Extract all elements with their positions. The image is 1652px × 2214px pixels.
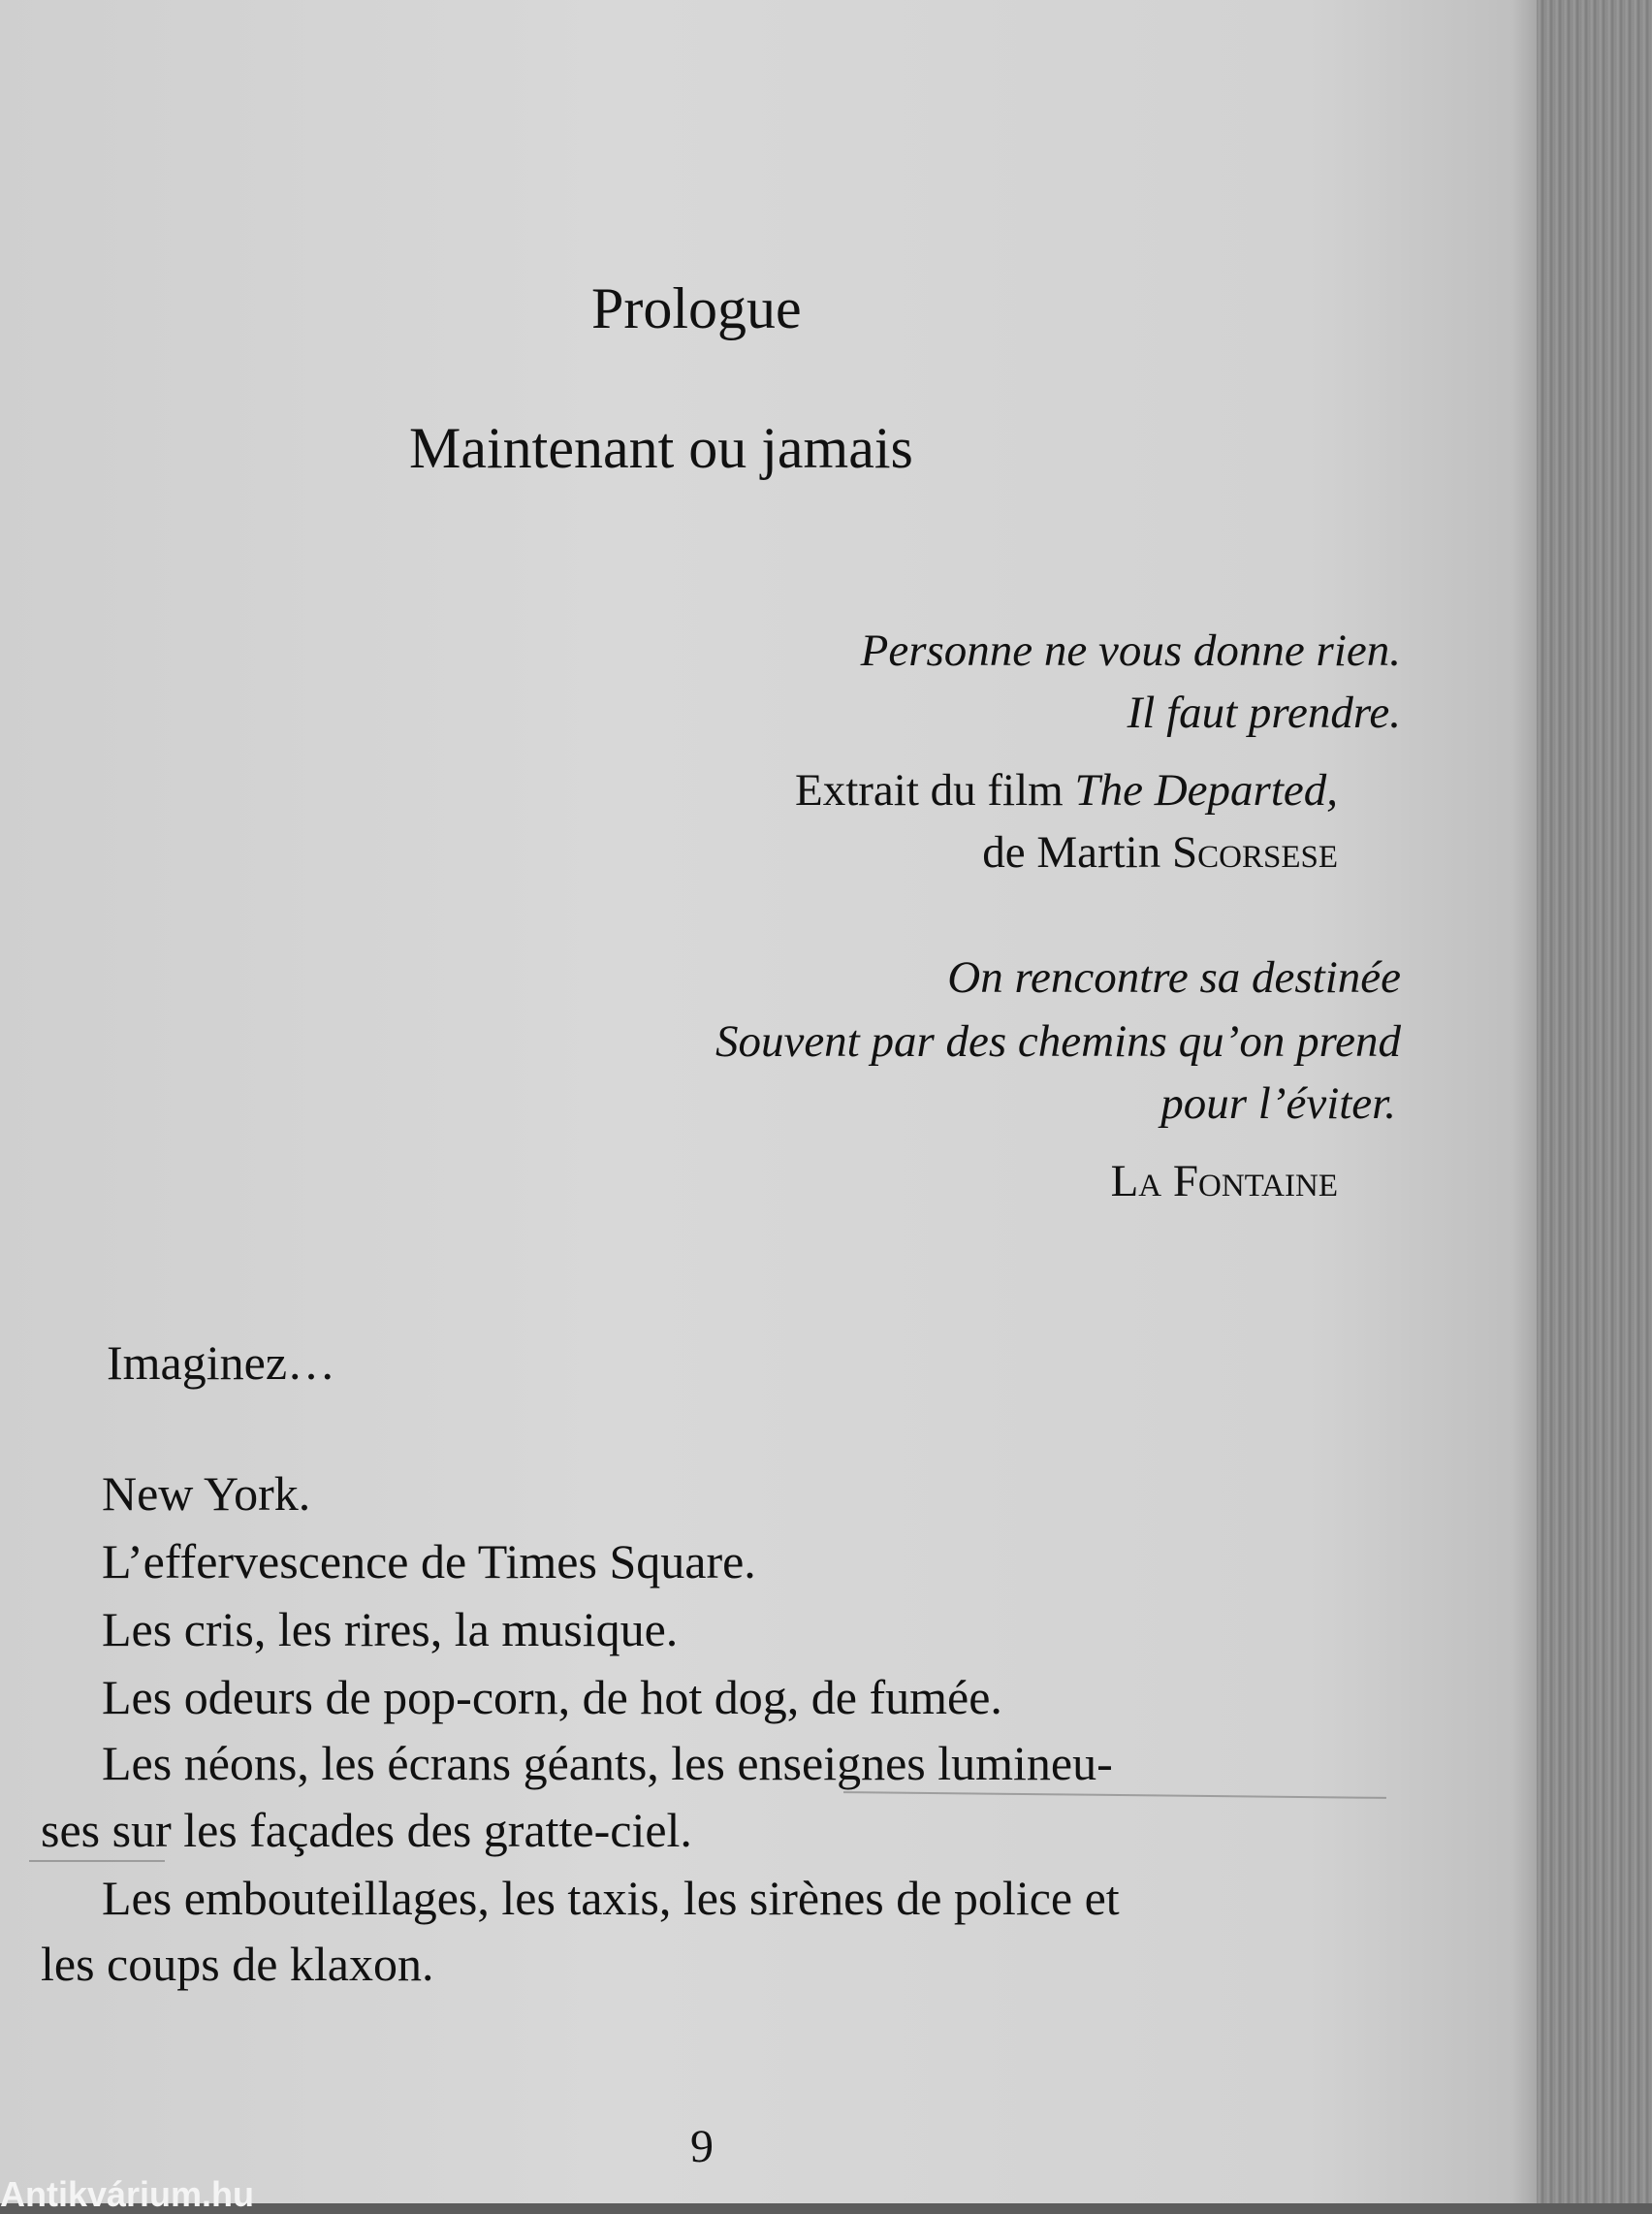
attribution-by: de Martin (982, 827, 1172, 878)
epigraph-line: Souvent par des chemins qu’on prend (715, 1016, 1401, 1067)
chapter-heading: Prologue (591, 276, 802, 340)
body-line: les coups de klaxon. (41, 1937, 434, 1991)
body-line: Les odeurs de pop-corn, de hot dog, de fumée. (102, 1670, 1002, 1724)
epigraph-line: Personne ne vous donne rien. (860, 626, 1401, 676)
epigraph-line: pour l’éviter. (1160, 1078, 1396, 1129)
epigraph-line: On rencontre sa destinée (947, 952, 1401, 1003)
epigraph-attribution (795, 765, 1338, 816)
intro-line: Imaginez… (107, 1335, 336, 1390)
body-line: New York. (102, 1466, 311, 1521)
epigraph-author: Scorsese (1171, 827, 1338, 878)
pen-underline (29, 1860, 165, 1862)
film-title: The Departed, (1074, 765, 1338, 816)
book-spine-edge (1537, 0, 1652, 2203)
body-line: Les néons, les écrans géants, les enseignes lumineu- (102, 1736, 1113, 1790)
body-line: Les cris, les rires, la musique. (102, 1602, 679, 1656)
attribution-prefix: Extrait du film (795, 765, 1075, 816)
epigraph-author-line (982, 827, 1338, 878)
epigraph-author: La Fontaine (1110, 1156, 1338, 1206)
chapter-title: Maintenant ou jamais (409, 416, 913, 480)
body-line: ses sur les façades des gratte-ciel. (41, 1803, 692, 1857)
body-line: Les embouteillages, les taxis, les sirènes de police et (102, 1871, 1120, 1925)
watermark: Antikvárium.hu (0, 2174, 255, 2214)
epigraph-line: Il faut prendre. (1127, 688, 1401, 738)
page-number: 9 (690, 2121, 714, 2172)
body-line: L’effervescence de Times Square. (102, 1534, 756, 1588)
pen-underline (843, 1791, 1386, 1799)
